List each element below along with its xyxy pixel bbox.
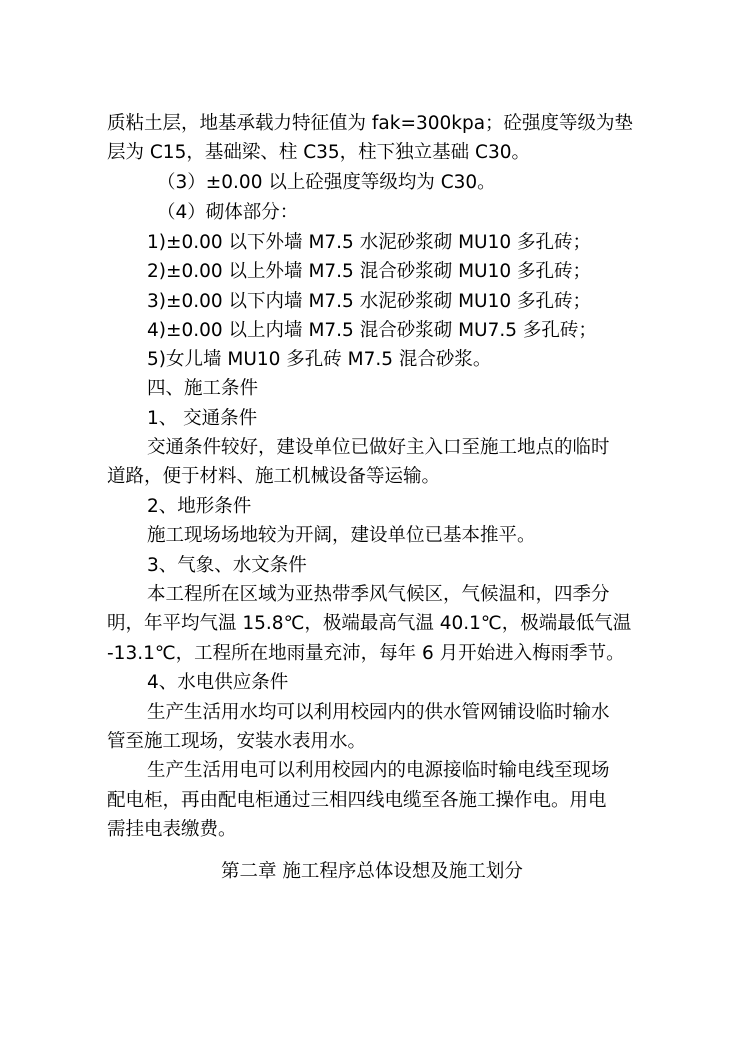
paragraph-line: 生产生活用水均可以利用校园内的供水管网铺设临时输水 — [147, 702, 610, 723]
paragraph-line: （4）砌体部分： — [157, 202, 299, 223]
list-item: 3)±0.00 以下内墙 M7.5 水泥砂浆砌 MU10 多孔砖； — [147, 291, 592, 312]
paragraph-line: （3）±0.00 以上砼强度等级均为 C30。 — [157, 172, 496, 193]
paragraph-line: 质粘土层，地基承载力特征值为 fak=300kpa；砼强度等级为垫 — [107, 113, 634, 134]
list-item: 2)±0.00 以上外墙 M7.5 混合砂浆砌 MU10 多孔砖； — [147, 261, 592, 282]
subsection-heading: 2、地形条件 — [147, 496, 252, 517]
list-item: 1)±0.00 以下外墙 M7.5 水泥砂浆砌 MU10 多孔砖； — [147, 232, 592, 253]
paragraph-line: 施工现场场地较为开阔，建设单位已基本推平。 — [147, 525, 536, 546]
paragraph-line: 管至施工现场，安装水表用水。 — [107, 731, 367, 752]
paragraph-line: 需挂电表缴费。 — [107, 819, 237, 840]
list-item: 5)女儿墙 MU10 多孔砖 M7.5 混合砂浆。 — [147, 349, 492, 370]
subsection-heading: 4、水电供应条件 — [147, 672, 289, 693]
paragraph-line: 生产生活用电可以利用校园内的电源接临时输电线至现场 — [147, 760, 610, 781]
list-item: 4)±0.00 以上内墙 M7.5 混合砂浆砌 MU7.5 多孔砖； — [147, 320, 597, 341]
chapter-heading: 第二章 施工程序总体设想及施工划分 — [221, 861, 523, 882]
paragraph-line: -13.1℃，工程所在地雨量充沛，每年 6 月开始进入梅雨季节。 — [107, 643, 625, 664]
paragraph-line: 层为 C15，基础梁、柱 C35，柱下独立基础 C30。 — [107, 142, 531, 163]
paragraph-line: 明，年平均气温 15.8℃，极端最高气温 40.1℃，极端最低气温 — [107, 613, 632, 634]
paragraph-line: 本工程所在区域为亚热带季风气候区，气候温和，四季分 — [147, 584, 610, 605]
subsection-heading: 1、 交通条件 — [147, 408, 258, 429]
subsection-heading: 3、气象、水文条件 — [147, 555, 307, 576]
paragraph-line: 配电柜，再由配电柜通过三相四线电缆至各施工操作电。用电 — [107, 790, 607, 811]
paragraph-line: 交通条件较好，建设单位已做好主入口至施工地点的临时 — [147, 437, 610, 458]
section-heading: 四、施工条件 — [147, 378, 259, 399]
paragraph-line: 道路，便于材料、施工机械设备等运输。 — [107, 466, 441, 487]
